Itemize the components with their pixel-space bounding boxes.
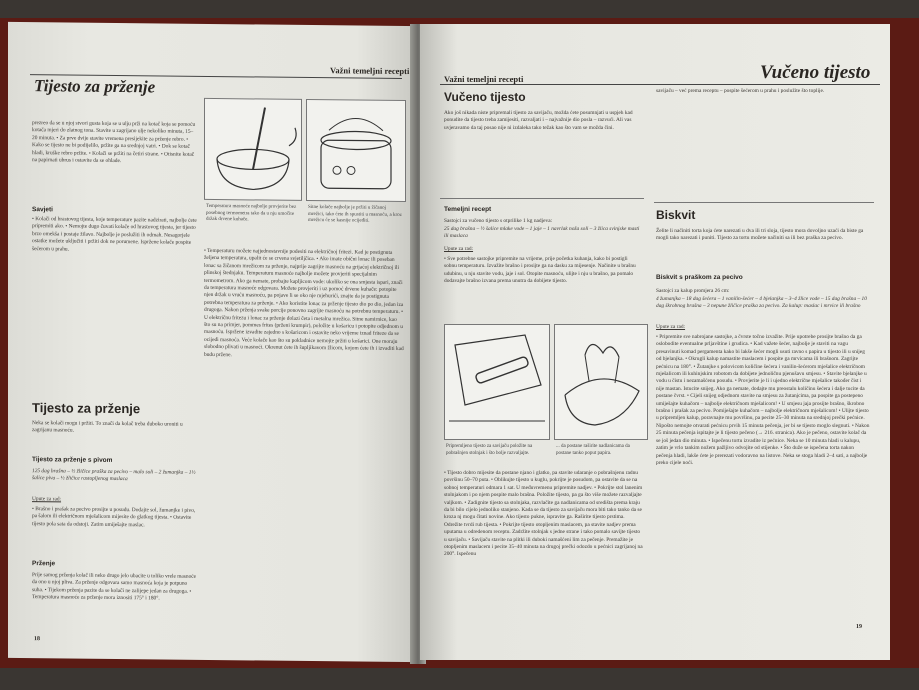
beer-dough-ingredients: 125 dag brašna – ½ žličice praška za pecivo – malo soli – 2 žumanjka – 1½ šalice piva – ½ žličice rastopljenog maslaca: [32, 468, 196, 483]
biskvit-rule: [654, 202, 874, 203]
basic-recipe-heading: Temeljni recept: [444, 206, 492, 213]
caption-thermometer: Temperatura masnoće najbolje provjerite bez posebnog termometra tako da u nju umočite držak drvene kuhače.: [206, 203, 297, 223]
header-rule-right: [440, 84, 880, 85]
biskvit-prep-title: Upute za rad:: [656, 324, 686, 330]
beer-dough-prep: • Brašno i prašak za pecivo prosijte u posudu. Dodajte sol, žumanjke i pivo, pa šalom ili električnom mješalicom mijesite do glatkog tijesta. • Ostavite tijesto pola sata da odstoji. Zatim umiješajte maslac.: [32, 506, 196, 529]
illustration-fryer: [306, 99, 406, 202]
right-running-header: Važni temeljni recepti: [444, 74, 524, 84]
left-page: [8, 22, 418, 662]
section-frying-dough-text: Neka se kolači mogu i pržiti. To znači da kolač treba duboko uroniti u zagrijanu masnoću.: [32, 420, 183, 434]
frying-heading: Prženje: [32, 560, 56, 568]
left-page-number: 18: [34, 636, 40, 643]
caption-rolling: Pripremljeno tijesto za savijaču položite na pobrašnjen stolnjak i što bolje razvaljajte.: [446, 444, 533, 456]
left-intro-text: prezreo da se u njoj stvori gusta koja se u ulju prži na kotač koja se pomoću kotača mjeri do zlatnog tona. Stavite u zagrijano ulje nekoliko minuta, 15–20 minuta. • Za prve dvije stavite vremena presijekite za prženje rebro. • Kako se tijesto ne bi podijelilo, pržite ga na srednjoj vatri. • Dok se kotač hladi, kruške rebro pržite. • Kolači se pržiti na četiri strane. • Otisnite kotač na papirnati ubrus i ostavite da se ohlade.: [32, 120, 196, 165]
vuceno-continued: • Tijesto dobro mijesite da postane njano i glatko, pa stavite udaranje o pobrašnjenu radnu površinu 50–70 puta. • Oblikujte tijesto u kuglu, pokrijte je posudom, pa ostavite da se na sobnoj temperaturi odmara 1 sat. U međuvremenu pripremite nadjev. • Pokrijte stol lanenim stolnjakom i po njem pospite malo brašna. Položite tijesto, pa ga što više možete razvaljajte valjkom. • Zadignite tijesto sa stolnjaka, razvlačite ga nadlanicama od središta prema kraju da bi bilo cijelo jednoliko stanjeno. Kada se da tijesto za savijaču mora biti tako tanko da se kroza nj mogu čitati novine. Ako tijesto pukne, ispravite ga. Raširite tijesto prstima. Odrežite tvrdi rub tijesta. • Pokrijte tijesto otopljenim maslacem, pa stavite nadjev prema uputama u odredenom receptu. Zadržite stolnjak s jedne strane i tako pomalo savijte tijesto u savijaču. • Savijaču stavite na plitki ili duboki namašćeni lim za pečenje. Premažite je otopljenim maslacem i pecite 35–40 minuta na drugoj prečki odozdo u pećnici zagrijanoj na 200°. Ispečenu: [444, 470, 643, 558]
right-page-title: Vučeno tijesto: [760, 62, 871, 83]
right-page: [420, 24, 890, 660]
biskvit-powder-heading: Biskvit s praškom za pecivo: [656, 274, 743, 281]
biskvit-prep-text: • Pripremite sve nabrojane sastojke, a čvrste točno izvažite. Prije upotrebe prosijte brašno da ga oslobodite eventualne prljavštine i grudica. • Kad važete šećer, najbolje je staviti na vagu presavinuti komad pergamenta kako bi lakše šećer mogli usuti ravno s papira u tijesto ili u snijeg od bjelanjka. • Okrugli kalup namastite maslacem i pospite ga mrvicama ili brašnom. Zagrijte pećnicu na 180°. • Žutanjke s polovicom količine šećera i vanilin-šećerom mješalice električnom mješalicom ili kuhinjskim robotom da dobijete jednoličnu pjenušavu smjesu. • Stavite bjelanjke u vodu u čistu i nezamašćenu posudu. • Provjerite je li i ujedno električne mješalice također čist i nije mastan. Istucite snijeg. Ako ga nemate, dodajte mu preostalu količinu šećera i dalje tucite da postane čvrst. • Cijeli snijeg odjednom stavite na smjesu za žutanjcima, pa pospite ga postepeno umiješajte kuhačom – najbolje električnom mješalicom! • U smjesu jaja prosijte brašno, škrobno brašno i prašak za pecivo. Pomiješajte kuhačom – najbolje električnom mješalicom! • Ulijte tijesto u pripremljen kalup, poravnajte mu površinu, pa pecite 25–30 minuta na srednjoj prečki pećnice. Nipošto nemojte otvarati pećnicu prvih 15 minuta pečenja, jer bi se tijesto moglo slegnuti. • Nakon 25 minuta pečenja ispitajte je li tijesto pečeno (→ 216. stranica). Ako je pečeno, ostavite kolač da se još jedan dio minuta. • Ispečenu tortu izvadite iz pećnice. Neka se 10 minuta hladi u kalupu, zatim je vrlo tankim nožem pažljivo odvojite od stijenke. • Što duže se ispečena torta nakon pečenja hladi, lakše ćete je prerezati vodoravno na listove. Neka se stoga hladi 2–4 sati, a najbolje preko cijele noći.: [656, 334, 870, 466]
beer-dough-heading: Tijesto za prženje s pivom: [32, 456, 113, 464]
beer-dough-prep-title: Upute za rad:: [32, 496, 62, 503]
biskvit-powder-line: Sastojci za kalup promjera 26 cm:: [656, 288, 730, 294]
col2-top-text: savijaču – već prema receptu – pospite šećerom u prahu i poslužite što toplije.: [656, 88, 825, 94]
vuceno-intro: Ako još nikada niste pripremali tijesto za savijaču, možda ćete posumnjati u uspjeh kad ponudite da tijesto treba zamijesiti, razvaljati i – najvažnije dio posla – razvući. Ali vas uvjeravamo da taj posao nije ni izdaleka tako težak kao što vam se možda čini.: [444, 110, 633, 131]
section-frying-dough: Tijesto za prženje: [32, 400, 141, 417]
left-page-title: Tijesto za prženje: [34, 76, 156, 97]
basic-recipe-line: Sastojci za vučeno tijesto s otprilike 1 kg nadjeva:: [444, 218, 553, 224]
basic-recipe-ingredients: 25 dag brašna – ½ šalice mlake vode – 1 jaje – 1 navrlak noža soli – 3 žlica svinjske masti ili maslaca: [444, 226, 640, 240]
left-col2-text: • Temperaturu možete najjednostavnije podesiti na električnoj fritezi. Kad je postignuta željena temperatura, upalit će se crvena svjetiljčica. • Ako imate obični lonac ili poseban lonac sa žičanom mrežicom za prženje, najprije zagrijte masnoću na grijaćoj električnoj ili plinskoj štednjaku. Temperaturu masnoće najbolje možete provjeriti specijalnim termometrom. Ako ga nemate, probajte kapljicom vode: ukoliko se ona smjesta ispari, znači da temperatura masnoće odgovara. Možete provjeriti i uz pomoć drvene kuhače: potopite njen držak u vruću masnoću, pa pojave li se oko nje mjehurići, znajte da je postignuta potrebna temperatura za prženje. • Ako koristite lonac za prženje tijesto dio po dio, jedan iza drugoga. Nakon prženja svake porcije ponovno zagrijte masnoću na potrebnu temperaturu. • U električnu fritezu i lonac za prženje dolazi četa i metalna mrežica. Sitne namirnice, kao što su na primjer, pommes frites (prženi krumpir), položite u košaricu i potopite odjednom u masnoću. Ispržene izvadite zajedno s košaricom i ostavite neko vrijeme iznad friteze da se ocijedi masnoća. Veće kolače kao što su pokladnice nemojte pržiti u košarici. One moraju slobodno plivati u masnoći. Okrenut ćete ih šupljikavom žlicom, kojom ćete ih i izvaditi kad budu pržene.: [204, 247, 404, 358]
vuceno-prep-title: Upute za rad:: [444, 246, 474, 252]
biskvit-powder-ingredients: 4 žumanjka – 18 dag šećera – 1 vanilin-šećer – 4 bjelanjka – 3–4 žlice vode – 15 dag brašna – 10 dag škrobnog brašna – 3 nepune žličice praška za pecivo. Za kalup: maslac i mrvice ili brašno: [656, 296, 867, 310]
illustration-stretching: [554, 324, 648, 440]
caption-fryer: Sitne kolače najbolje je pržiti u žičanoj mrežici, tako ćete ih spustiti u masnoću, a kroz mrežicu će se kasnije ocijediti.: [308, 204, 402, 224]
illustration-rolling: [444, 324, 550, 440]
illustration-thermometer: [204, 98, 302, 201]
section-vuceno: Vučeno tijesto: [444, 90, 526, 104]
tips-heading: Savjeti: [32, 206, 53, 214]
section-rule: [440, 198, 644, 199]
tips-text: • Kolači od hrastovog tijesta, koje temperature pazite nadzirati, najbolje ćete pripremiti ako. • Nemojte dugo čuvati kolače od hrastovog tijesta, jer tijesto brzo omekša i postaje žilavo. Najbolje je poslužiti ih odmah. Nesagorjele ostatke možete uključiti i pržiti dok ne porumene. Ispržene kolače pospite šećerom u prahu.: [32, 216, 197, 253]
right-page-number: 19: [856, 624, 862, 630]
biskvit-intro: Želite li načiniti torta koja ćete narezati u dva ili tri sloja, tijesto mora dovoljno uzaći da biste ga mogli tako narezati i puniti. Tijesto za tortu možete načiniti sa ili bez praška za pecivo.: [656, 228, 864, 242]
vuceno-prep-text: • Sve potrebne sastojke pripremite na vrijeme, prije početka kuhanja, kako bi postigli sobnu temperaturu. Izvažite brašno i prosijte ga na dasku za mijesenje. Načinite u brašnu udubinu, u nju stavite vodu, jaje i sol. Otopite masnoću, ulijte i nju u brašno, pa pomalo dodavajte brašno izvana prema unutra da dobijete tijesto.: [444, 256, 636, 285]
section-biskvit: Biskvit: [656, 208, 696, 222]
frying-text: Prije samog prženja kolač ili neko drugo jelo ubacite u toliko vrele masnoće da ono u njoj pliva. Za prženje odgovara samo masnoća koja je potpuno suha. • Tijekom prženja pazite da se kolači ne zalijepe jedan za drugoga. • Temperatura masnoće za prženje mora iznositi 175° i 180°.: [32, 572, 197, 602]
caption-stretching: ... da postane raširite nadlanicama da postane tanko poput papira.: [556, 444, 630, 456]
left-running-header: Važni temeljni recepti: [330, 65, 410, 77]
